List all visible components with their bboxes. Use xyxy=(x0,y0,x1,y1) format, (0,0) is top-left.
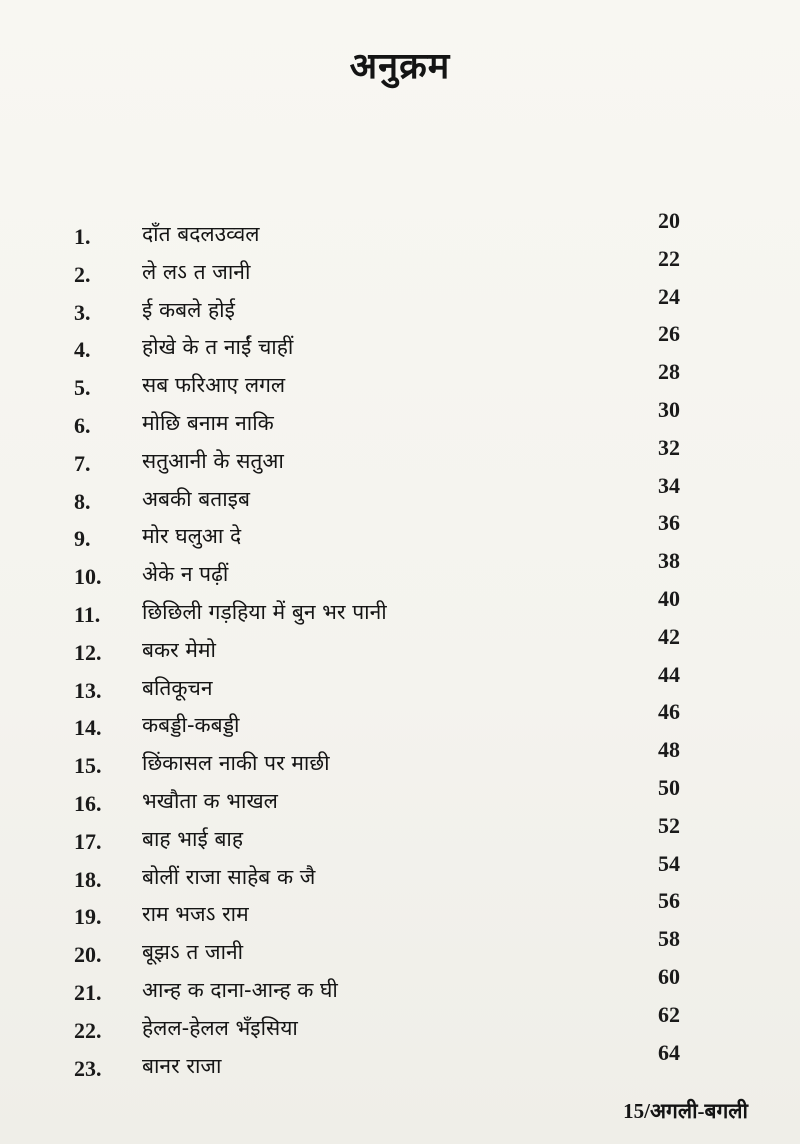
toc-entry-page: 34 xyxy=(658,472,680,498)
toc-entry-number: 5. xyxy=(74,375,91,401)
toc-entry-title: सब फरिआए लगल xyxy=(142,373,286,398)
toc-entry xyxy=(0,1001,800,1048)
toc-entry-page: 64 xyxy=(658,1039,680,1065)
toc-entry-number: 14. xyxy=(74,715,102,741)
toc-entry xyxy=(0,321,800,367)
toc-entry-page: 46 xyxy=(658,699,680,725)
toc-entry-title: सतुआनी के सतुआ xyxy=(142,448,284,473)
toc-entry-number: 10. xyxy=(74,564,102,590)
toc-entry-number: 23. xyxy=(74,1055,102,1081)
toc-entry-number: 9. xyxy=(74,526,91,552)
toc-entry-page: 52 xyxy=(658,812,680,838)
page-footer: 15/अगली-बगली xyxy=(623,1099,748,1123)
toc-entry-number: 1. xyxy=(74,224,91,249)
toc-entry-page: 20 xyxy=(658,208,680,233)
toc-entry xyxy=(0,510,800,556)
toc-entry-number: 6. xyxy=(74,413,91,438)
toc-entry-page: 22 xyxy=(658,245,680,271)
toc-entry xyxy=(0,397,800,443)
toc-entry-title: अेके न पढ़ीं xyxy=(142,562,229,587)
toc-entry xyxy=(0,926,800,972)
toc-entry-title: छिछिली गड़हिया में बुन भर पानी xyxy=(142,600,387,624)
toc-entry-page: 28 xyxy=(658,359,680,385)
toc-entry-title: हेलल-हेलल भँइसिया xyxy=(142,1015,298,1040)
toc-entry-page: 58 xyxy=(658,926,680,952)
toc-entry xyxy=(0,434,800,481)
toc-entry xyxy=(0,472,800,519)
toc-entry-number: 8. xyxy=(74,488,91,514)
toc-entry-number: 15. xyxy=(74,753,102,779)
toc-entry-page: 32 xyxy=(658,434,680,460)
toc-entry-page: 62 xyxy=(658,1001,680,1027)
toc-entry-page: 24 xyxy=(658,283,680,309)
toc-entry xyxy=(0,661,800,708)
toc-entry-title: मोर घलुआ दे xyxy=(142,524,242,549)
toc-entry-title: बानर राजा xyxy=(142,1053,222,1078)
toc-entry-number: 7. xyxy=(74,450,91,476)
toc-entry xyxy=(0,623,800,670)
toc-entry xyxy=(0,775,800,821)
toc-entry xyxy=(0,888,800,934)
toc-entry-title: बाह भाई बाह xyxy=(142,826,244,851)
toc-entry-title: बतिकूचन xyxy=(142,675,213,700)
toc-entry xyxy=(0,283,800,330)
toc-entry-page: 56 xyxy=(658,888,680,914)
toc-entry-page: 60 xyxy=(658,964,680,989)
toc-entry-title: अबकी बताइब xyxy=(142,486,250,511)
toc-entry xyxy=(0,245,800,292)
toc-entry-number: 21. xyxy=(74,980,102,1005)
toc-entry-title: भखौता क भाखल xyxy=(142,789,278,813)
toc-entry xyxy=(0,208,800,254)
toc-entry xyxy=(0,964,800,1010)
toc-entry-title: राम भजऽ राम xyxy=(142,902,249,927)
toc-entry xyxy=(0,737,800,783)
page-title: अनुक्रम xyxy=(349,46,451,87)
toc-entry-title: बकर मेमो xyxy=(142,637,216,662)
toc-entry-number: 22. xyxy=(74,1017,102,1043)
toc-entry-title: छिंकासल नाकी पर माछी xyxy=(142,751,330,776)
toc-entry xyxy=(0,548,800,594)
toc-entry-title: आन्ह क दाना-आन्ह क घी xyxy=(142,978,338,1002)
toc-entry-number: 11. xyxy=(74,602,101,627)
toc-entry-number: 18. xyxy=(74,866,102,892)
toc-entry-number: 2. xyxy=(74,261,91,287)
toc-entry-page: 38 xyxy=(658,548,680,574)
toc-entry xyxy=(0,812,800,859)
toc-entry xyxy=(0,586,800,632)
toc-entry-number: 3. xyxy=(74,299,91,325)
toc-entry-title: दाँत बदलउव्वल xyxy=(142,222,260,246)
toc-entry xyxy=(0,359,800,405)
toc-entry-number: 4. xyxy=(74,337,91,363)
toc-entry-page: 26 xyxy=(658,321,680,347)
toc-entry xyxy=(0,699,800,745)
toc-entry-title: मोछि बनाम नाकि xyxy=(142,411,274,435)
toc-entry xyxy=(0,1039,800,1086)
toc-entry-page: 44 xyxy=(658,661,680,687)
toc-entry-number: 17. xyxy=(74,828,102,854)
toc-entry-number: 13. xyxy=(74,677,102,703)
toc-entry-page: 48 xyxy=(658,737,680,763)
toc-entry xyxy=(0,850,800,897)
toc-entry-number: 12. xyxy=(74,639,102,665)
toc-entry-number: 16. xyxy=(74,791,102,816)
toc-entry-title: बूझऽ त जानी xyxy=(142,940,244,965)
toc-entry-title: कबड्डी-कबड्डी xyxy=(142,713,240,738)
toc-entry-page: 36 xyxy=(658,510,680,536)
toc-entry-page: 50 xyxy=(658,775,680,800)
toc-entry-title: बोलीं राजा साहेब क जै xyxy=(142,864,316,889)
toc-entry-page: 30 xyxy=(658,397,680,422)
toc-entry-page: 54 xyxy=(658,850,680,876)
toc-entry-page: 40 xyxy=(658,586,680,611)
toc-entry-title: ले लऽ त जानी xyxy=(142,259,251,284)
toc-entry-number: 20. xyxy=(74,942,102,968)
toc-entry-number: 19. xyxy=(74,904,102,930)
toc-entry-title: होखे के त नाईं चाहीं xyxy=(142,335,294,360)
toc-entry-page: 42 xyxy=(658,623,680,649)
toc-entry-title: ई कबले होई xyxy=(142,297,235,322)
